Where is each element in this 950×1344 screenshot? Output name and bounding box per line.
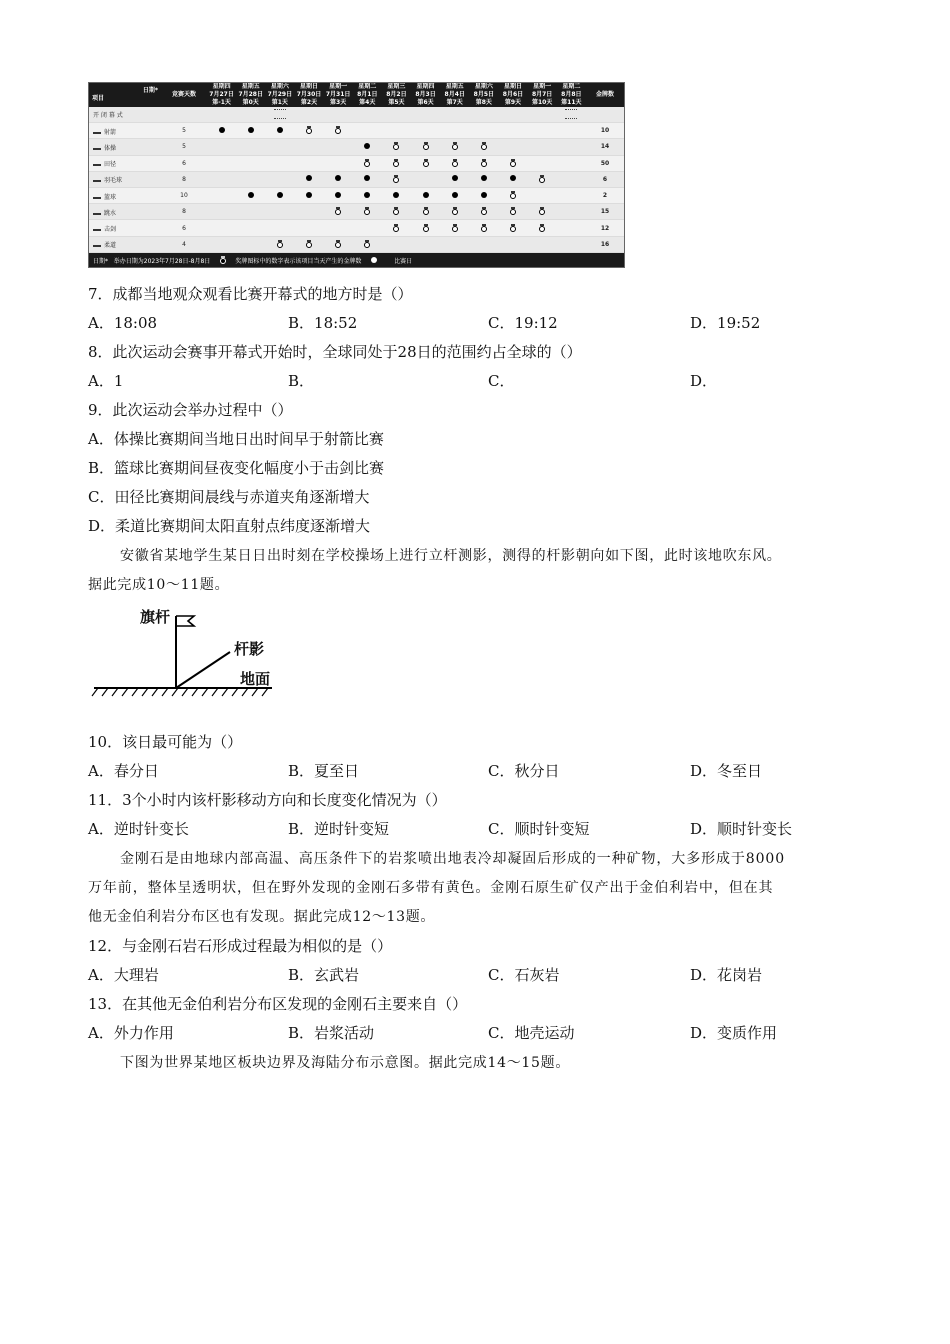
header-date: 星期六 7月29日 第1天 (265, 83, 294, 107)
medal-icon (539, 207, 545, 214)
event-name: 柔道 (89, 236, 161, 252)
event-schedule-table (88, 82, 625, 268)
question-11-stem: 11．3个小时内该杆影移动方向和长度变化情况为（） (88, 791, 447, 809)
schedule-cell (411, 204, 440, 220)
competition-day-dot (364, 192, 370, 198)
schedule-row (89, 139, 624, 155)
schedule-cell (557, 107, 586, 123)
event-days: 4 (161, 236, 207, 252)
passage-diamond-line-2: 万年前，整体呈透明状，但在野外发现的金刚石多带有黄色。金刚石原生矿仅产出于金伯利岩中，但在其 (88, 880, 774, 896)
schedule-cell (265, 139, 294, 155)
schedule-cell (294, 107, 323, 123)
schedule-cell (324, 139, 353, 155)
schedule-row (89, 236, 624, 252)
schedule-row (89, 155, 624, 171)
schedule-cell (440, 155, 469, 171)
ground-hatching (92, 688, 268, 696)
header-days: 竞赛天数 (161, 83, 207, 107)
schedule-cell (236, 139, 265, 155)
q12-option-b[interactable]: B．玄武岩 (288, 966, 360, 984)
schedule-cell (236, 171, 265, 187)
schedule-cell (469, 171, 498, 187)
schedule-cell (324, 107, 353, 123)
medal-icon (306, 126, 312, 133)
schedule-cell (353, 171, 382, 187)
schedule-cell (528, 155, 557, 171)
schedule-cell (324, 220, 353, 236)
header-date: 星期五 7月28日 第0天 (236, 83, 265, 107)
schedule-cell (207, 107, 236, 123)
event-days: 5 (161, 139, 207, 155)
schedule-cell (440, 204, 469, 220)
schedule-cell (382, 139, 411, 155)
schedule-row (89, 123, 624, 139)
medal-icon (364, 207, 370, 214)
medal-icon (539, 224, 545, 231)
medal-icon (510, 159, 516, 166)
schedule-cell (353, 204, 382, 220)
q11-option-d[interactable]: D．顺时针变长 (690, 820, 793, 838)
ground-label: 地面 (240, 670, 271, 688)
event-gold-count (586, 107, 624, 123)
schedule-cell (498, 155, 527, 171)
medal-icon (452, 207, 458, 214)
schedule-cell (498, 139, 527, 155)
schedule-cell (236, 188, 265, 204)
schedule-cell (207, 123, 236, 139)
passage-plate-line-1: 下图为世界某地区板块边界及海陆分布示意图。据此完成14～15题。 (120, 1055, 571, 1071)
event-gold-count: 16 (586, 236, 624, 252)
q12-option-d[interactable]: D．花岗岩 (690, 966, 763, 984)
schedule-cell (557, 155, 586, 171)
q12-option-c[interactable]: C．石灰岩 (488, 966, 560, 984)
schedule-cell (207, 155, 236, 171)
event-gold-count: 12 (586, 220, 624, 236)
competition-day-dot (248, 127, 254, 133)
schedule-cell (236, 155, 265, 171)
medal-icon (335, 126, 341, 133)
schedule-cell (265, 107, 294, 123)
q8-option-a[interactable]: A．1 (88, 372, 124, 390)
medal-icon (510, 224, 516, 231)
schedule-cell (294, 236, 323, 252)
event-days: 10 (161, 188, 207, 204)
event-gold-count: 2 (586, 188, 624, 204)
competition-day-dot (393, 192, 399, 198)
schedule-cell (382, 188, 411, 204)
schedule-cell (294, 188, 323, 204)
schedule-cell (294, 139, 323, 155)
event-days (161, 107, 207, 123)
schedule-cell (382, 236, 411, 252)
header-corner: 日期* 项目 (89, 83, 161, 107)
event-days: 5 (161, 123, 207, 139)
schedule-cell (265, 204, 294, 220)
medal-icon (539, 175, 545, 182)
medal-icon (423, 142, 429, 149)
schedule-cell (324, 236, 353, 252)
competition-day-dot (306, 175, 312, 181)
q13-option-b[interactable]: B．岩浆活动 (288, 1024, 375, 1042)
medal-icon (393, 159, 399, 166)
schedule-cell (528, 236, 557, 252)
schedule-cell (498, 236, 527, 252)
schedule-cell (294, 171, 323, 187)
question-13-stem: 13．在其他无金伯利岩分布区发现的金刚石主要来自（） (88, 995, 468, 1013)
medal-icon (423, 224, 429, 231)
schedule-cell (324, 155, 353, 171)
event-gold-count: 10 (586, 123, 624, 139)
event-name: 射箭 (89, 123, 161, 139)
q11-option-a[interactable]: A．逆时针变长 (88, 820, 189, 838)
schedule-cell (265, 220, 294, 236)
schedule-cell (440, 220, 469, 236)
event-days: 8 (161, 204, 207, 220)
schedule-cell (324, 171, 353, 187)
q9-option-a[interactable]: A．体操比赛期间当地日出时间早于射箭比赛 (88, 430, 384, 448)
fireworks-icon (565, 109, 577, 119)
schedule-cell (353, 155, 382, 171)
q10-option-b[interactable]: B．夏至日 (288, 762, 360, 780)
medal-icon (481, 142, 487, 149)
schedule-cell (353, 139, 382, 155)
schedule-cell (528, 188, 557, 204)
event-name: 击剑 (89, 220, 161, 236)
schedule-cell (294, 204, 323, 220)
schedule-cell (382, 107, 411, 123)
event-days: 6 (161, 155, 207, 171)
competition-day-dot (248, 192, 254, 198)
schedule-cell (469, 107, 498, 123)
schedule-cell (557, 204, 586, 220)
schedule-cell (236, 123, 265, 139)
sport-icon (93, 191, 101, 199)
header-date: 星期二 8月8日 第11天 (557, 83, 586, 107)
medal-icon (423, 159, 429, 166)
q7-option-b[interactable]: B．18:52 (288, 314, 358, 332)
passage-diamond-line-3: 他无金伯利岩分布区也有发现。据此完成12～13题。 (88, 909, 436, 925)
q13-option-a[interactable]: A．外力作用 (88, 1024, 174, 1042)
medal-icon (452, 142, 458, 149)
event-gold-count: 15 (586, 204, 624, 220)
schedule-cell (411, 236, 440, 252)
schedule-cell (440, 236, 469, 252)
medal-icon (393, 175, 399, 182)
q9-option-d[interactable]: D．柔道比赛期间太阳直射点纬度逐渐增大 (88, 517, 371, 535)
schedule-cell (528, 220, 557, 236)
schedule-cell (440, 139, 469, 155)
schedule-cell (528, 171, 557, 187)
question-12-stem: 12．与金刚石岩石形成过程最为相似的是（） (88, 937, 393, 955)
q11-option-c[interactable]: C．顺时针变短 (488, 820, 590, 838)
schedule-cell (207, 204, 236, 220)
schedule-cell (324, 204, 353, 220)
competition-day-dot (423, 192, 429, 198)
schedule-cell (498, 107, 527, 123)
schedule-cell (236, 236, 265, 252)
q9-option-c[interactable]: C．田径比赛期间晨线与赤道夹角逐渐增大 (88, 488, 370, 506)
sport-icon (93, 207, 101, 215)
schedule-row (89, 188, 624, 204)
sport-icon (93, 223, 101, 231)
event-gold-count: 6 (586, 171, 624, 187)
medal-icon (393, 142, 399, 149)
schedule-cell (382, 123, 411, 139)
medal-icon (277, 240, 283, 247)
q8-option-d[interactable]: D． (690, 372, 718, 390)
header-gold: 金牌数 (586, 83, 624, 107)
footer-date-label: 日期* (93, 257, 109, 265)
competition-day-dot (306, 192, 312, 198)
q13-option-d[interactable]: D．变质作用 (690, 1024, 778, 1042)
header-date: 星期一 7月31日 第3天 (324, 83, 353, 107)
flagpole-label: 旗杆 (140, 608, 171, 626)
schedule-cell (469, 123, 498, 139)
medal-icon (306, 240, 312, 247)
event-gold-count: 50 (586, 155, 624, 171)
medal-icon (364, 159, 370, 166)
event-name: 跳水 (89, 204, 161, 220)
schedule-cell (411, 220, 440, 236)
sport-icon (93, 174, 101, 182)
medal-icon (481, 159, 487, 166)
schedule-cell (469, 139, 498, 155)
schedule-cell (557, 171, 586, 187)
competition-day-dot (335, 175, 341, 181)
schedule-cell (353, 236, 382, 252)
schedule-cell (411, 123, 440, 139)
schedule-cell (411, 171, 440, 187)
sport-icon (93, 142, 101, 150)
schedule-cell (382, 204, 411, 220)
header-date: 星期四 7月27日 第-1天 (207, 83, 236, 107)
event-name: 羽毛球 (89, 171, 161, 187)
medal-icon (393, 207, 399, 214)
footer-medal-note: 奖牌图标中的数字表示该项目当天产生的金牌数 (235, 257, 362, 265)
shadow-label: 杆影 (234, 640, 265, 658)
schedule-cell (557, 220, 586, 236)
schedule-cell (528, 107, 557, 123)
schedule-cell (207, 139, 236, 155)
schedule-row (89, 171, 624, 187)
q12-option-a[interactable]: A．大理岩 (88, 966, 159, 984)
schedule-cell (324, 188, 353, 204)
schedule-cell (265, 155, 294, 171)
question-8-stem: 8．此次运动会赛事开幕式开始时，全球同处于28日的范围约占全球的（） (88, 343, 582, 361)
schedule-cell (557, 236, 586, 252)
medal-icon (452, 224, 458, 231)
medal-icon (220, 256, 226, 263)
schedule-cell (207, 188, 236, 204)
medal-icon (510, 207, 516, 214)
schedule-cell (207, 220, 236, 236)
schedule-row (89, 220, 624, 236)
competition-day-dot (481, 175, 487, 181)
schedule-body (89, 107, 624, 253)
schedule-cell (440, 171, 469, 187)
header-date: 星期六 8月5日 第8天 (469, 83, 498, 107)
fireworks-icon (274, 109, 286, 119)
schedule-cell (411, 188, 440, 204)
q7-option-d[interactable]: D．19:52 (690, 314, 761, 332)
schedule-cell (353, 123, 382, 139)
passage-diamond-line-1: 金刚石是由地球内部高温、高压条件下的岩浆喷出地表冷却凝固后形成的一种矿物，大多形成于8000 (120, 851, 786, 867)
schedule-cell (324, 123, 353, 139)
schedule-cell (411, 107, 440, 123)
schedule-footer-row (89, 253, 624, 268)
schedule-cell (294, 220, 323, 236)
competition-day-dot (364, 143, 370, 149)
event-name: 篮球 (89, 188, 161, 204)
schedule-cell (528, 139, 557, 155)
medal-icon (452, 159, 458, 166)
flag-shape (176, 616, 194, 626)
q10-option-a[interactable]: A．春分日 (88, 762, 159, 780)
schedule-cell (498, 123, 527, 139)
schedule-cell (469, 204, 498, 220)
schedule-cell (207, 236, 236, 252)
schedule-cell (528, 123, 557, 139)
schedule-cell (557, 123, 586, 139)
schedule-cell (236, 107, 265, 123)
schedule-cell (498, 188, 527, 204)
schedule-cell (353, 107, 382, 123)
schedule-cell (265, 171, 294, 187)
schedule-cell (236, 204, 265, 220)
schedule-cell (382, 220, 411, 236)
medal-icon (481, 207, 487, 214)
q7-option-c[interactable]: C．19:12 (488, 314, 558, 332)
schedule-cell (469, 236, 498, 252)
q13-option-c[interactable]: C．地壳运动 (488, 1024, 575, 1042)
header-date: 星期日 8月6日 第9天 (498, 83, 527, 107)
event-name: 开 闭 幕 式 (89, 107, 161, 123)
header-date: 星期三 8月2日 第5天 (382, 83, 411, 107)
schedule-cell (498, 171, 527, 187)
competition-day-dot (335, 192, 341, 198)
event-days: 6 (161, 220, 207, 236)
event-gold-count: 14 (586, 139, 624, 155)
competition-day-dot (277, 127, 283, 133)
q8-option-b[interactable]: B． (288, 372, 315, 390)
q10-option-c[interactable]: C．秋分日 (488, 762, 560, 780)
schedule-cell (382, 171, 411, 187)
sport-icon (93, 126, 101, 134)
medal-icon (481, 224, 487, 231)
schedule-cell (498, 204, 527, 220)
medal-icon (335, 207, 341, 214)
sport-icon (93, 158, 101, 166)
q7-option-a[interactable]: A．18:08 (88, 314, 158, 332)
q8-option-c[interactable]: C． (488, 372, 515, 390)
schedule-cell (469, 155, 498, 171)
competition-day-dot (481, 192, 487, 198)
schedule-row (89, 107, 624, 123)
competition-day-dot (219, 127, 225, 133)
competition-day-dot (452, 192, 458, 198)
medal-icon (510, 191, 516, 198)
event-days: 8 (161, 171, 207, 187)
schedule-cell (353, 188, 382, 204)
event-name: 体操 (89, 139, 161, 155)
passage-anhui-line-1: 安徽省某地学生某日日出时刻在学校操场上进行立杆测影，测得的杆影朝向如下图，此时该地吹东风。 (120, 548, 782, 564)
schedule-cell (440, 123, 469, 139)
schedule-cell (469, 188, 498, 204)
schedule-cell (265, 188, 294, 204)
passage-anhui-line-2: 据此完成10～11题。 (88, 577, 230, 593)
question-9-stem: 9．此次运动会举办过程中（） (88, 401, 293, 419)
competition-day-dot (277, 192, 283, 198)
dot-icon (371, 257, 377, 263)
schedule-cell (265, 123, 294, 139)
sport-icon (93, 239, 101, 247)
schedule-cell (557, 139, 586, 155)
header-date: 星期五 8月4日 第7天 (440, 83, 469, 107)
q11-option-b[interactable]: B．逆时针变短 (288, 820, 390, 838)
header-date: 星期四 8月3日 第6天 (411, 83, 440, 107)
schedule-cell (440, 107, 469, 123)
schedule-cell (353, 220, 382, 236)
question-7-stem: 7．成都当地观众观看比赛开幕式的地方时是（） (88, 285, 413, 303)
competition-day-dot (452, 175, 458, 181)
schedule-row (89, 204, 624, 220)
schedule-cell (411, 155, 440, 171)
schedule-header-row (89, 83, 624, 107)
medal-icon (335, 240, 341, 247)
schedule-cell (469, 220, 498, 236)
competition-day-dot (510, 175, 516, 181)
question-10-stem: 10．该日最可能为（） (88, 733, 243, 751)
header-date: 星期一 8月7日 第10天 (528, 83, 557, 107)
competition-day-dot (364, 175, 370, 181)
schedule-cell (382, 155, 411, 171)
schedule-cell (440, 188, 469, 204)
shadow-line (176, 652, 230, 688)
schedule-cell (411, 139, 440, 155)
schedule-cell (294, 123, 323, 139)
schedule-cell (294, 155, 323, 171)
q9-option-b[interactable]: B．篮球比赛期间昼夜变化幅度小于击剑比赛 (88, 459, 385, 477)
schedule-cell (528, 204, 557, 220)
medal-icon (423, 207, 429, 214)
schedule-cell (236, 220, 265, 236)
schedule-cell (265, 236, 294, 252)
schedule-cell (207, 171, 236, 187)
footer-dot-note: 比赛日 (394, 257, 413, 265)
q10-option-d[interactable]: D．冬至日 (690, 762, 763, 780)
medal-icon (364, 240, 370, 247)
header-date: 星期二 8月1日 第4天 (353, 83, 382, 107)
schedule-cell (498, 220, 527, 236)
schedule-cell (557, 188, 586, 204)
medal-icon (393, 224, 399, 231)
flagpole-shadow-figure (90, 604, 276, 708)
footer-date-note: 举办日期为2023年7月28日-8月8日 (113, 257, 211, 265)
header-date: 星期日 7月30日 第2天 (294, 83, 323, 107)
event-name: 田径 (89, 155, 161, 171)
